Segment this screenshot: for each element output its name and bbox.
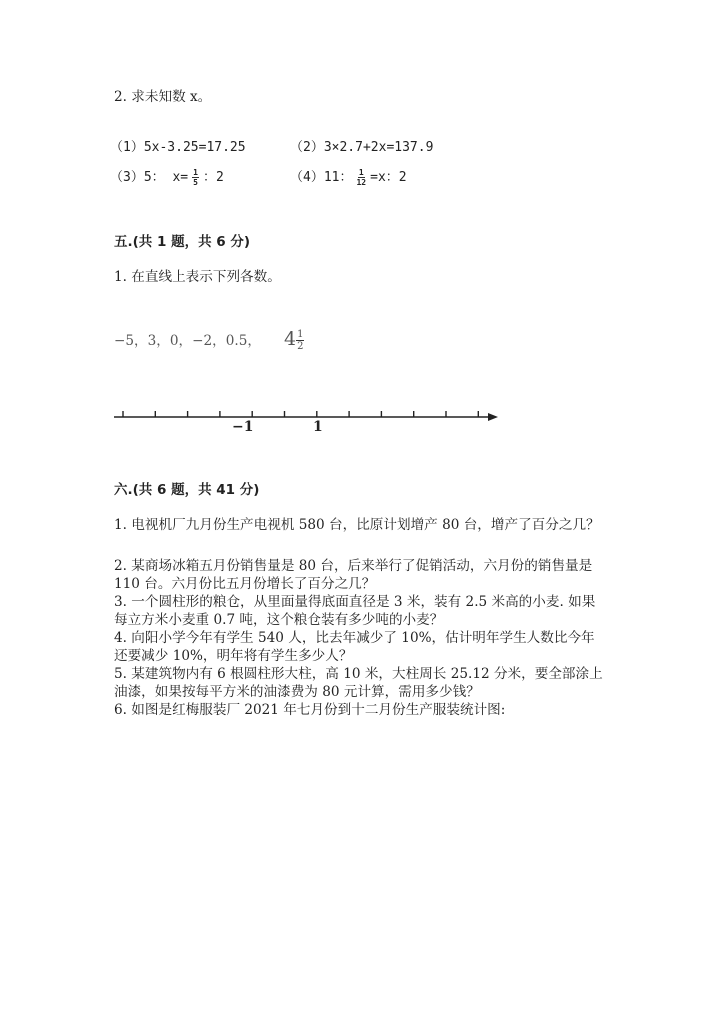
equation-2: （2）3×2.7+2x=137.9 [290, 140, 434, 155]
numerator: 1 [358, 168, 364, 177]
number-list: −5，3，0，−2，0.5， [114, 333, 261, 349]
eq-text: ：2 [202, 170, 224, 185]
section-heading: 五.(共 1 题，共 6 分) [114, 234, 251, 250]
problem-line: 每立方米小麦重 0.7 吨，这个粮仓装有多少吨的小麦？ [114, 612, 444, 628]
eq-text: =x：2 [370, 170, 407, 185]
problem-line: 3. 一个圆柱形的粮仓，从里面量得底面直径是 3 米，装有 2.5 米高的小麦. 如果 [114, 594, 596, 610]
eq-text: （3）5： x= [110, 170, 189, 185]
problem-line: 油漆，如果按每平方米的油漆费为 80 元计算，需用多少钱？ [114, 684, 480, 700]
denominator: 5 [193, 178, 198, 187]
arrow-head [488, 413, 498, 421]
denominator: 2 [297, 340, 304, 352]
problem-line: 还要减少 10%，明年将有学生多少人？ [114, 648, 353, 664]
numerator: 1 [193, 168, 198, 177]
problem-line: 2. 某商场冰箱五月份销售量是 80 台，后来举行了促销活动，六月份的销售量是 [114, 558, 593, 574]
whole-part: 4 [284, 328, 297, 350]
question-text: 1. 在直线上表示下列各数。 [114, 269, 281, 285]
problem-line: 4. 向阳小学今年有学生 540 人，比去年减少了 10%，估计明年学生人数比今年 [114, 630, 595, 646]
axis-label-one: 1 [313, 419, 323, 435]
problem-line: 5. 某建筑物内有 6 根圆柱形大柱，高 10 米，大柱周长 25.12 分米，要全部涂上 [114, 666, 603, 682]
axis-label-minus-one: −1 [232, 419, 254, 435]
equation-1: （1）5x-3.25=17.25 [110, 140, 246, 155]
numerator: 1 [297, 328, 304, 340]
denominator: 12 [356, 178, 367, 187]
question-title: 2. 求未知数 x。 [114, 89, 212, 105]
problem-line: 1. 电视机厂九月份生产电视机 580 台，比原计划增产 80 台，增产了百分之几？ [114, 517, 600, 533]
problem-line: 110 台。六月份比五月份增长了百分之几？ [114, 576, 376, 592]
section-heading: 六.(共 6 题，共 41 分) [114, 482, 260, 498]
eq-text: （4）11： [290, 170, 353, 185]
problem-line: 6. 如图是红梅服装厂 2021 年七月份到十二月份生产服装统计图: [114, 702, 506, 718]
